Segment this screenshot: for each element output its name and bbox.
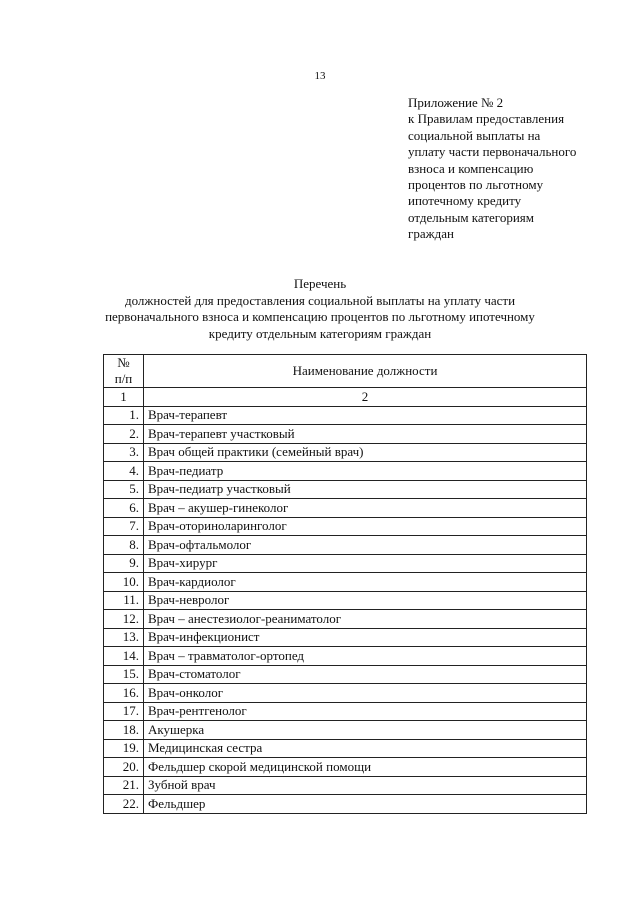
position-name: Врач – травматолог-ортопед — [144, 647, 587, 666]
table-row — [104, 443, 587, 462]
title-line: первоначального взноса и компенсацию процентов по льготному ипотечному — [105, 309, 535, 324]
position-name: Фельдшер скорой медицинской помощи — [144, 758, 587, 777]
table-row — [104, 573, 587, 592]
table-row — [104, 517, 587, 536]
row-number: 2. — [104, 425, 144, 444]
position-name: Зубной врач — [144, 776, 587, 795]
position-name: Врач-невролог — [144, 591, 587, 610]
header-number — [104, 355, 144, 388]
table-row — [104, 684, 587, 703]
position-name: Врач-офтальмолог — [144, 536, 587, 555]
position-name: Врач-терапевт — [144, 406, 587, 425]
position-name: Врач – анестезиолог-реаниматолог — [144, 610, 587, 629]
table-row — [104, 591, 587, 610]
appendix-line: Приложение № 2 — [408, 95, 504, 110]
table-row — [104, 721, 587, 740]
row-number: 20. — [104, 758, 144, 777]
position-name: Врач-педиатр — [144, 462, 587, 481]
table-row — [104, 758, 587, 777]
table-row — [104, 554, 587, 573]
appendix-line: к Правилам предоставления — [408, 111, 565, 127]
table-index-row — [104, 388, 587, 407]
row-number: 18. — [104, 721, 144, 740]
appendix-line: социальной выплаты на — [408, 127, 541, 143]
title-line: кредиту отдельным категориям граждан — [208, 325, 432, 341]
title-line: должностей для предоставления социальной выплаты на уплату части — [124, 292, 516, 308]
table-row — [104, 702, 587, 721]
row-number: 16. — [104, 684, 144, 703]
row-number: 10. — [104, 573, 144, 592]
row-number: 9. — [104, 554, 144, 573]
position-name: Врач-терапевт участковый — [144, 425, 587, 444]
header-position-name: Наименование должности — [144, 355, 587, 388]
table-row — [104, 462, 587, 481]
appendix-block — [408, 95, 623, 243]
appendix-line: ипотечному кредиту — [408, 193, 522, 209]
appendix-line: процентов по льготному — [408, 177, 544, 193]
appendix-line: уплату части первоначального — [408, 144, 577, 160]
table-row — [104, 499, 587, 518]
row-number: 21. — [104, 776, 144, 795]
position-name: Акушерка — [144, 721, 587, 740]
row-number: 7. — [104, 517, 144, 536]
table-row — [104, 406, 587, 425]
header-number-line1: № — [117, 355, 130, 370]
index-cell: 1 — [104, 388, 144, 407]
row-number: 19. — [104, 739, 144, 758]
position-name: Врач-рентгенолог — [144, 702, 587, 721]
position-name: Врач-инфекционист — [144, 628, 587, 647]
table-row — [104, 776, 587, 795]
row-number: 8. — [104, 536, 144, 555]
position-name: Врач-онколог — [144, 684, 587, 703]
document-title — [0, 276, 640, 342]
position-name: Врач-кардиолог — [144, 573, 587, 592]
row-number: 5. — [104, 480, 144, 499]
position-name: Медицинская сестра — [144, 739, 587, 758]
row-number: 4. — [104, 462, 144, 481]
table-row — [104, 628, 587, 647]
index-cell: 2 — [144, 388, 587, 407]
table-row — [104, 480, 587, 499]
row-number: 6. — [104, 499, 144, 518]
table-row — [104, 610, 587, 629]
row-number: 13. — [104, 628, 144, 647]
position-name: Врач общей практики (семейный врач) — [144, 443, 587, 462]
table-row — [104, 795, 587, 814]
positions-table — [103, 354, 587, 814]
row-number: 15. — [104, 665, 144, 684]
page-number: 13 — [314, 70, 326, 82]
row-number: 14. — [104, 647, 144, 666]
table-row — [104, 425, 587, 444]
position-name: Врач-оториноларинголог — [144, 517, 587, 536]
table-row — [104, 739, 587, 758]
row-number: 1. — [104, 406, 144, 425]
table-header-row — [104, 355, 587, 388]
appendix-line: взноса и компенсацию — [408, 160, 534, 176]
position-name: Врач – акушер-гинеколог — [144, 499, 587, 518]
appendix-line: граждан — [408, 226, 454, 242]
position-name: Врач-хирург — [144, 554, 587, 573]
position-name: Фельдшер — [144, 795, 587, 814]
position-name: Врач-педиатр участковый — [144, 480, 587, 499]
table-row — [104, 665, 587, 684]
table-row — [104, 647, 587, 666]
row-number: 12. — [104, 610, 144, 629]
table-row — [104, 536, 587, 555]
header-number-line2: п/п — [114, 371, 133, 386]
row-number: 3. — [104, 443, 144, 462]
row-number: 22. — [104, 795, 144, 814]
row-number: 11. — [104, 591, 144, 610]
position-name: Врач-стоматолог — [144, 665, 587, 684]
title-heading: Перечень — [293, 276, 347, 291]
row-number: 17. — [104, 702, 144, 721]
appendix-line: отдельным категориям — [408, 209, 534, 225]
